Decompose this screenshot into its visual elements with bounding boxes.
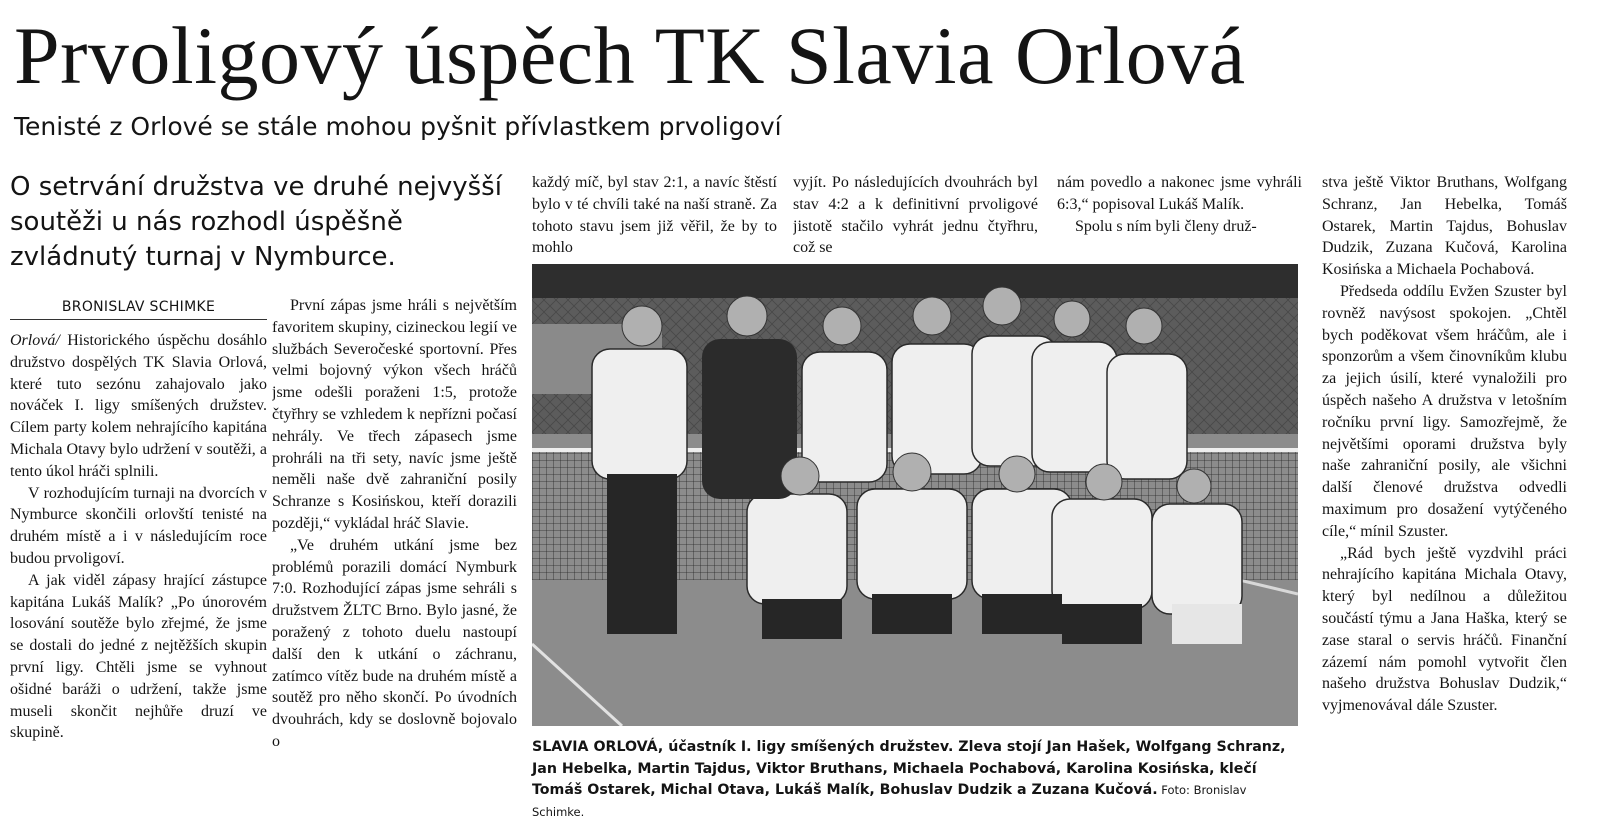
article-column-2 xyxy=(272,295,517,832)
dateline: Orlová/ xyxy=(10,332,60,349)
article-column-5 xyxy=(1057,172,1302,262)
paragraph: stva ještě Viktor Bruthans, Wolfgang Schranz, Jan Hebelka, Tomáš Ostarek, Martin Tajdus, Bohuslav Dudzik, Zuzana Kučová, Karolina Kosińska a Michaela Pochabová. xyxy=(1322,174,1567,279)
paragraph: V rozhodujícím turnaji na dvorcích v Nymburce skončili orlovští tenisté na druhém místě a i v následujícím roce budou prvoligoví. xyxy=(10,484,267,567)
paragraph: Předseda oddílu Evžen Szuster byl rovněž navýsost spokojen. „Chtěl bych poděkovat všem hráčům, ale i sponzorům a všem činovníkům klubu za jejich úsilí, které vynaložili pro úspěch našeho A družstva v letošním ročníku první ligy. Samozřejmě, že největšími oporami družstva byly naše zahraniční posily, ale všichni další členové družstva odvedli maximum pro dosažení vytýčeného cíle,“ mínil Szuster. xyxy=(1322,282,1567,540)
lede xyxy=(10,170,510,275)
paragraph: „Rád bych ještě vyzdvihl práci nehrajícího kapitána Michala Otavy, který byl nedílnou a důležitou součástí týmu a Jana Haška, který se zase staral o servis hráčů. Finanční zázemí nám pomohl vytvořit člen našeho družstva Bohuslav Dudzik,“ vyjmenovával dále Szuster. xyxy=(1322,544,1567,715)
article-column-4 xyxy=(793,172,1038,262)
team-photo xyxy=(532,264,1298,726)
caption-title: SLAVIA ORLOVÁ, xyxy=(532,739,664,755)
paragraph: „Ve druhém utkání jsme bez problémů porazili domácí Nymburk 7:0. Rozhodující zápas jsme sehráli s družstvem ŽLTC Brno. Bylo jasné, že poražený z tohoto duelu nastoupí další den k utkání o záchranu, zatímco vítěz bude na druhém místě a soutěž pro něho skončí. Po úvodních dvouhrách, kdy se doslovně bojovalo o xyxy=(272,536,517,750)
paragraph: každý míč, byl stav 2:1, a navíc štěstí bylo v té chvíli také na naší straně. Za tohoto stavu jsem již věřil, že by to mohlo xyxy=(532,174,777,257)
article-column-3 xyxy=(532,172,777,262)
subheadline: Tenisté z Orlové se stále mohou pyšnit přívlastkem prvoligoví xyxy=(14,112,782,141)
paragraph: Spolu s ním byli členy druž- xyxy=(1075,217,1257,235)
headline: Prvoligový úspěch TK Slavia Orlová xyxy=(14,10,1246,101)
lede-text: O setrvání družstva ve druhé nejvyšší soutěži u nás rozhodl úspěšně zvládnutý turnaj v Nymburce. xyxy=(10,172,502,272)
paragraph-text: Historického úspěchu dosáhlo družstvo dospělých TK Slavia Orlová, které tuto sezónu zahajovalo jako nováček I. ligy smíšených družstev. Cílem party kolem nehrajícího kapitána Michala Otavy bylo udržení v soutěži, a tento úkol hráči splnili. xyxy=(10,332,267,480)
paragraph: A jak viděl zápasy hrající zástupce kapitána Lukáš Malík? „Po únorovém losování soutěže bylo zřejmé, že jsme se dostali do jedné z nejtěžších skupin první ligy. Chtěli jsme se vyhnout ošidné baráži o udržení, takže jsme museli skončit nejhůře druzí ve skupině. xyxy=(10,571,267,742)
article-column-6 xyxy=(1322,172,1567,832)
article-column-1 xyxy=(10,330,267,832)
caption-text: účastník I. ligy smíšených družstev. Zleva stojí Jan Hašek, Wolfgang Schranz, Jan Hebelka, Martin Tajdus, Viktor Bruthans, Michaela Pochabová, Karolina Kosińska, klečí Tomáš Ostarek, Michal Otava, Lukáš Malík, Bohuslav Dudzik a Zuzana Kučová. xyxy=(532,739,1286,798)
paragraph: První zápas jsme hráli s největším favoritem skupiny, cizineckou legií ve službách Severočeské sportovní. Přes velmi bojovný výkon všech hráčů jsme odešli poraženi 1:5, protože čtyřhry se vzhledem k nepřízni počasí nehrály. Ve třech zápasech jsme prohráli na tři sety, navíc jsme ještě neměli naše dvě zahraniční posily Schranze s Kosińskou, kteří dorazili později,“ vykládal hráč Slavie. xyxy=(272,297,517,532)
photo-caption xyxy=(532,737,1302,823)
paragraph: vyjít. Po následujících dvouhrách byl stav 4:2 a k definitivní prvoligové jistotě stačilo vyhrát jednu čtyřhru, což se xyxy=(793,174,1038,257)
photo-credit: Foto: Bronislav Schimke. xyxy=(532,783,1247,819)
byline: BRONISLAV SCHIMKE xyxy=(10,299,267,320)
paragraph xyxy=(10,330,267,483)
paragraph: nám povedlo a nakonec jsme vyhráli 6:3,“ popisoval Lukáš Malík. xyxy=(1057,174,1302,213)
team-photo-illustration xyxy=(532,264,1298,726)
